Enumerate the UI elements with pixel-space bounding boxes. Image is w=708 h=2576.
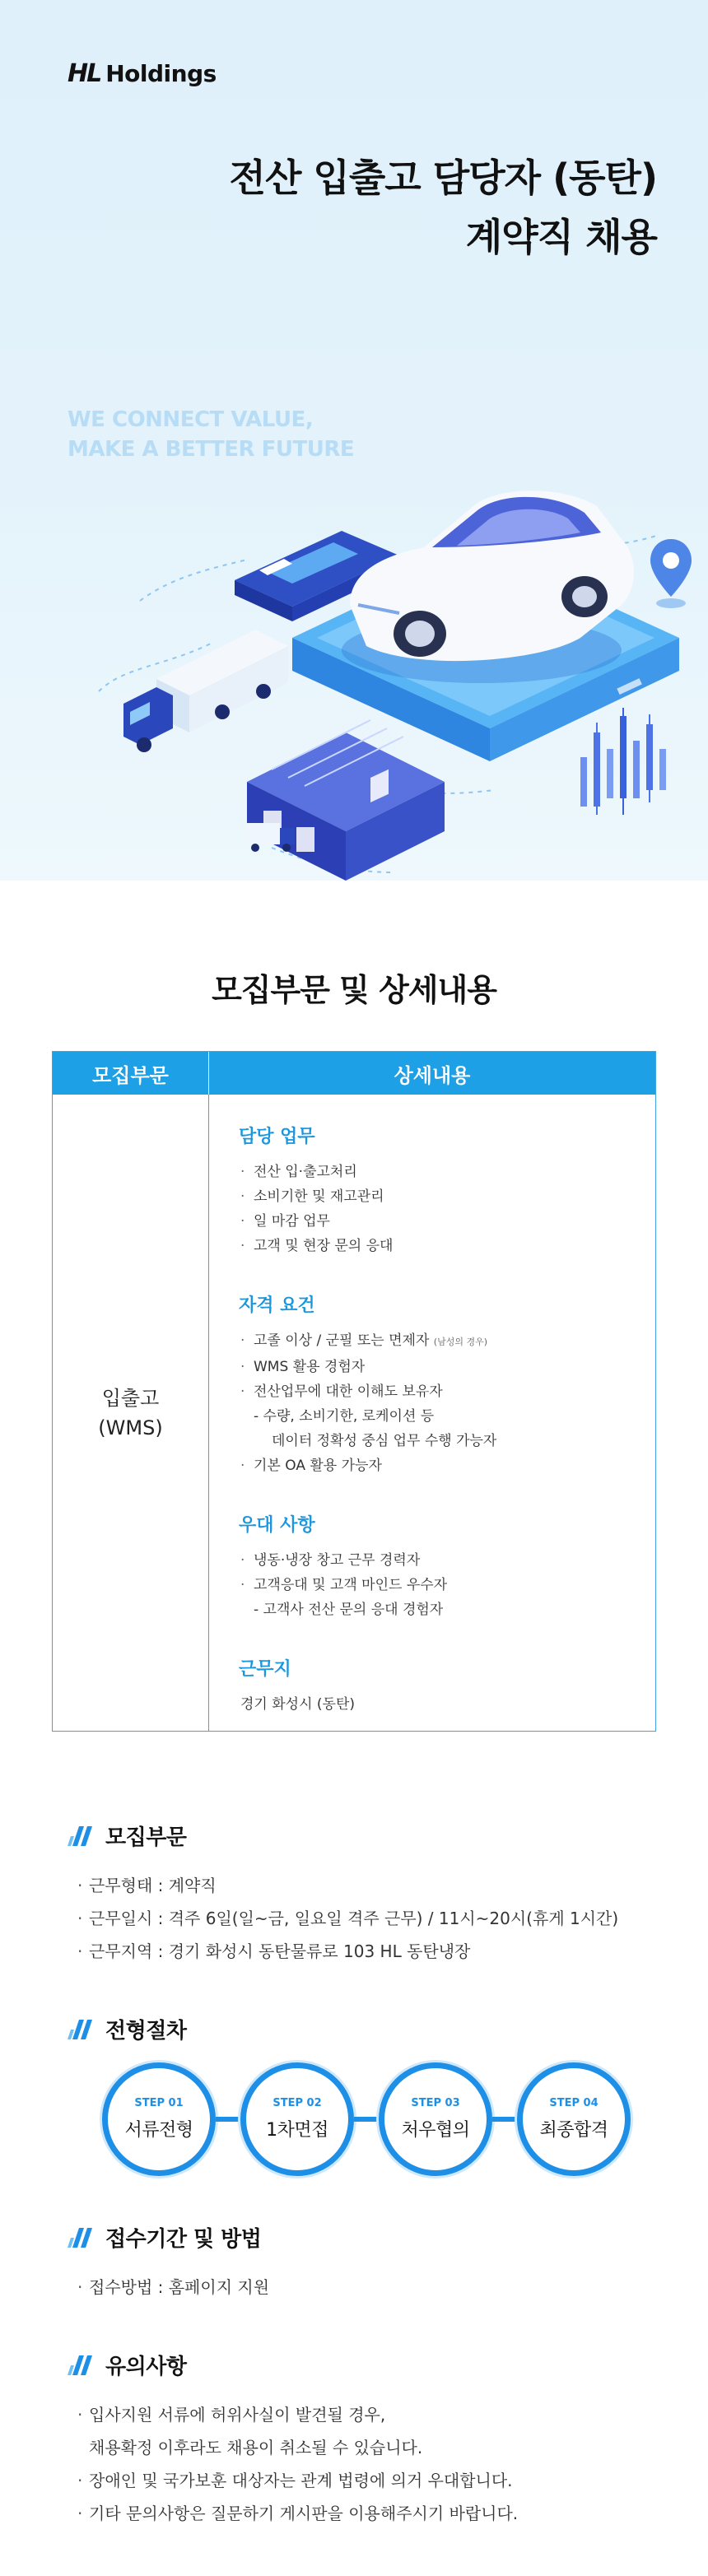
- location-value: 경기 화성시 (동탄): [240, 1696, 356, 1713]
- list-item: · 소비기한 및 재고관리: [239, 1184, 655, 1209]
- apply-list: [68, 2271, 708, 2304]
- process-block: [68, 2014, 708, 2176]
- slogan-line-1: WE CONNECT VALUE,: [68, 407, 314, 432]
- requirements-list: [239, 1328, 655, 1478]
- step-3: [379, 2062, 492, 2176]
- slash-icon: [68, 2355, 92, 2375]
- step-connector: [354, 2117, 379, 2122]
- page-title: [230, 148, 657, 267]
- location-pin-icon: [650, 539, 692, 608]
- recruit-section-title: 모집부문 및 상세내용: [212, 972, 496, 1008]
- header-dept: 모집부문: [53, 1052, 209, 1095]
- notes-header: [68, 2350, 708, 2380]
- dept-cell: [53, 1095, 209, 1731]
- info-sections: [68, 1820, 708, 2530]
- note-line: 채용확정 이후라도 채용이 취소될 수 있습니다.: [89, 2438, 423, 2457]
- apply-title: 접수기간 및 방법: [105, 2227, 262, 2252]
- step-label: 1차면접: [266, 2120, 328, 2141]
- list-item: · 일 마감 업무: [239, 1209, 655, 1234]
- list-item: · 전산 입·출고처리: [239, 1160, 655, 1184]
- table-header: [53, 1052, 655, 1095]
- logo-mark: HL: [68, 59, 101, 88]
- truck-illustration: [123, 630, 288, 752]
- list-item: · 근무일시 : 격주 6일(일~금, 일요일 격주 근무) / 11시~20시(휴게 1시간): [68, 1902, 708, 1935]
- step-label: 최종합격: [539, 2120, 608, 2141]
- list-subitem: - 고객사 전산 문의 응대 경험자: [254, 1602, 444, 1618]
- list-item: · 고졸 이상 / 군필 또는 면제자 (남성의 경우): [239, 1328, 655, 1355]
- recruit-info-title: 모집부문: [105, 1825, 187, 1850]
- duties-heading: 담당 업무: [239, 1127, 315, 1147]
- list-item: · 근무형태 : 계약직: [68, 1869, 708, 1902]
- slogan-line-2: MAKE A BETTER FUTURE: [68, 437, 355, 462]
- header-detail: 상세내용: [394, 1063, 471, 1087]
- title-line-2: 계약직 채용: [465, 215, 657, 259]
- recruit-info-list: [68, 1869, 708, 1968]
- hl-holdings-logo[interactable]: [68, 59, 217, 88]
- logo-text: Holdings: [105, 60, 217, 87]
- step-number: STEP 01: [134, 2097, 184, 2109]
- notes-list: [68, 2398, 708, 2530]
- recruit-detail-table: [52, 1051, 656, 1732]
- process-title: 전형절차: [105, 2019, 187, 2044]
- list-item: [68, 2398, 708, 2464]
- step-2: [240, 2062, 354, 2176]
- process-steps: [102, 2062, 708, 2176]
- recruit-info-header: [68, 1820, 708, 1851]
- step-number: STEP 02: [272, 2097, 322, 2109]
- step-number: STEP 04: [549, 2097, 599, 2109]
- list-item: · 기본 OA 활용 가능자: [239, 1453, 655, 1478]
- notes-title: 유의사항: [105, 2355, 187, 2379]
- recruit-info-block: [68, 1820, 708, 1968]
- gender-note: (남성의 경우): [433, 1337, 488, 1347]
- notes-block: [68, 2350, 708, 2530]
- step-label: 처우협의: [401, 2120, 470, 2141]
- slash-icon: [68, 2228, 92, 2248]
- apply-block: [68, 2222, 708, 2304]
- list-item: · 고객응대 및 고객 마인드 우수자: [239, 1573, 655, 1597]
- list-item: · 전산업무에 대한 이해도 보유자: [239, 1379, 655, 1404]
- duties-list: [239, 1160, 655, 1258]
- list-item: · 고객 및 현장 문의 응대: [239, 1234, 655, 1258]
- step-connector: [492, 2117, 517, 2122]
- logistics-illustration: [0, 461, 708, 881]
- list-item: · WMS 활용 경험자: [239, 1355, 655, 1379]
- slash-icon: [68, 2020, 92, 2039]
- step-1: [102, 2062, 216, 2176]
- list-item: · 장애인 및 국가보훈 대상자는 관계 법령에 의거 우대합니다.: [68, 2464, 708, 2497]
- car-illustration: [342, 491, 634, 683]
- candlestick-decoration: [580, 708, 666, 815]
- dept-system: (WMS): [98, 1416, 163, 1439]
- requirements-heading: 자격 요건: [239, 1295, 315, 1316]
- process-header: [68, 2014, 708, 2044]
- step-connector: [216, 2117, 240, 2122]
- hero-banner: [0, 0, 708, 881]
- location-heading: 근무지: [239, 1659, 291, 1680]
- list-subitem: - 수량, 소비기한, 로케이션 등: [254, 1408, 435, 1425]
- table-row: [53, 1095, 655, 1731]
- list-subitem: 데이터 정확성 중심 업무 수행 가능자: [272, 1433, 497, 1449]
- detail-cell: [209, 1095, 655, 1731]
- list-item: · 냉동·냉장 창고 근무 경력자: [239, 1548, 655, 1573]
- note-line: · 입사지원 서류에 허위사실이 발견될 경우,: [89, 2405, 386, 2425]
- step-number: STEP 03: [411, 2097, 460, 2109]
- warehouse-illustration: [247, 720, 445, 881]
- list-item: · 기타 문의사항은 질문하기 게시판을 이용해주시기 바랍니다.: [68, 2497, 708, 2530]
- slogan: [68, 405, 354, 464]
- dept-name: 입출고: [101, 1386, 160, 1410]
- title-line-1: 전산 입출고 담당자 (동탄): [229, 156, 657, 200]
- slash-icon: [68, 1826, 92, 1846]
- list-item: · 접수방법 : 홈페이지 지원: [68, 2271, 708, 2304]
- step-4: [517, 2062, 631, 2176]
- apply-header: [68, 2222, 708, 2253]
- list-item: · 근무지역 : 경기 화성시 동탄물류로 103 HL 동탄냉장: [68, 1935, 708, 1968]
- step-label: 서류전형: [124, 2120, 193, 2141]
- preferred-heading: 우대 사항: [239, 1515, 315, 1536]
- preferred-list: [239, 1548, 655, 1622]
